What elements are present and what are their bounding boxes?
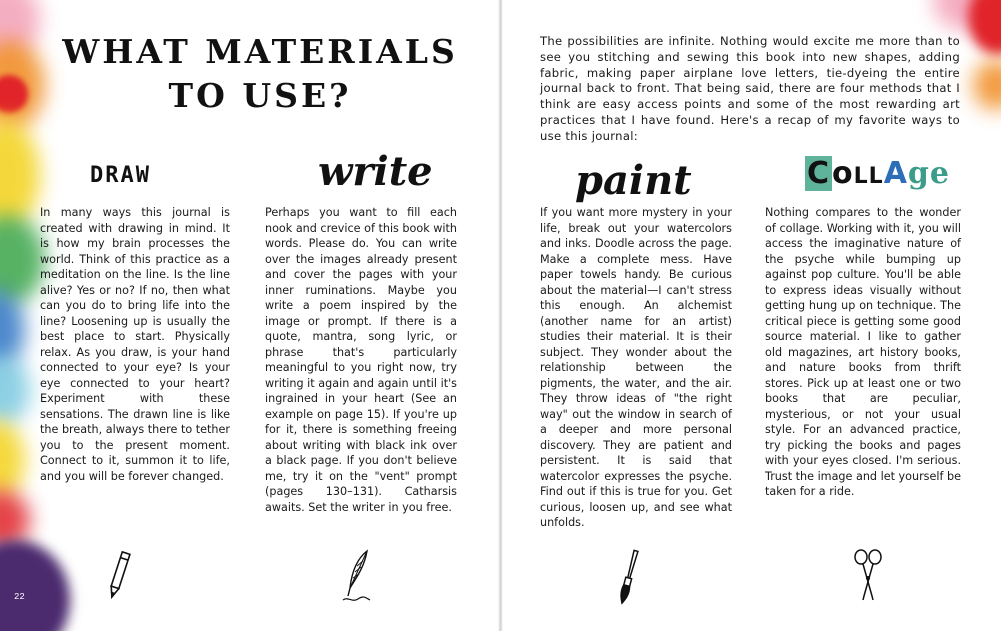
collage-letter: ge <box>907 156 950 191</box>
collage-letter: C <box>807 156 831 191</box>
intro-paragraph: The possibilities are infinite. Nothing would excite me more than to see you stitching and sewing this book into new shapes, adding fabric, making paper airplane love letters, tie-dyeing the entire journal back to front. That being said, there are four methods that I think are easy access points and some of the most rewarding art practices that I have found. Here's a recap of my favorite ways to use this journal: <box>540 34 960 143</box>
section-heading-paint: paint <box>575 157 692 204</box>
section-heading-draw: DRAW <box>90 163 151 188</box>
paint-paragraph: If you want more mystery in your life, break out your watercolors and inks. Doodle across the page. Make a complete mess. Have paper towels handy. Be curious about the material—I can't stress this enough. An alchemist (another name for an artist) studies their material. It is their subject. They wonder about the relationship between the pigments, the water, and the air. They throw ideas of "the right way" out the window in search of a deeper and more personal discovery. They are patient and persistent. It is said that watercolor expresses the psyche. Find out if this is true for you. Get curious, loosen up, and see what unfolds. <box>540 206 732 529</box>
draw-paragraph: In many ways this journal is created with drawing in mind. It is how my brain processes the world. Think of this practice as a meditation on the line. Is the line alive? Yes or no? If no, then what can you do to bring life into the line? Loosening up is usually the best place to start. Physically relax. As you draw, is your hand connected to your eye? Is your eye connected to your heart? Experiment with these sensations. The drawn line is like the breath, always there to tether you to the present moment. Connect to it, summon it to life, and you will be forever changed. <box>40 206 230 483</box>
write-paragraph: Perhaps you want to fill each nook and crevice of this book with words. Please do. You can write over the images already present and cover the pages with your inner ruminations. Maybe you write a poem inspired by the image or prompt. If there is a quote, mantra, song lyric, or phrase that's particularly meaningful to you right now, try writing it again and again until it's ingrained in your heart (See an example on page 15). If you're up for it, there is something freeing about writing with black ink over a black page. If you don't believe me, try it on the "vent" prompt (pages 130–131). Catharsis awaits. Set the writer in you free. <box>265 206 457 514</box>
quill-pen-icon <box>340 548 374 604</box>
pencil-icon <box>104 548 134 602</box>
section-heading-collage <box>805 156 950 191</box>
collage-letter: A <box>883 156 908 191</box>
page-title: WHAT MATERIALS TO USE? <box>62 32 458 115</box>
scissors-icon <box>851 548 885 604</box>
collage-paragraph: Nothing compares to the wonder of collage. Working with it, you will access the imaginative nature of the psyche while bumping up against pop culture. You'll be able to express ideas visually without getting hung up on technique. The critical piece is getting some good source material. I like to gather old magazines, art history books, and nature books from thrift stores. Pick up at least one or two books that are peculiar, mysterious, or not your usual style. For an advanced practice, try picking the books and pages with your eyes closed. I'm serious. Trust the image and let yourself be taken for a ride. <box>765 206 961 498</box>
paintbrush-icon <box>615 548 643 606</box>
left-page <box>0 0 498 631</box>
right-page <box>503 0 1001 631</box>
collage-letter: LL <box>853 164 884 189</box>
collage-letter: o <box>832 156 854 191</box>
section-heading-write: write <box>318 148 433 195</box>
page-number: 22 <box>14 592 25 602</box>
